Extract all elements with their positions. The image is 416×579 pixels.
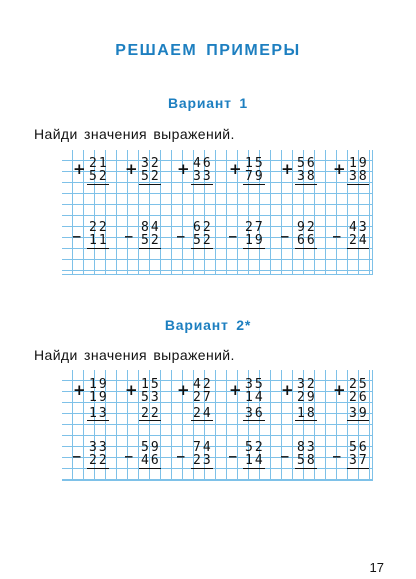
operand-top: 42 (193, 377, 213, 392)
minus-sign: _ (229, 440, 237, 458)
operand-top: 35 (245, 377, 265, 392)
operand-top: 19 (89, 377, 109, 392)
operand-bottom: 52 (89, 169, 109, 184)
problem-v2-r1-c5 (281, 377, 320, 422)
plus-sign: + (177, 160, 190, 178)
page-title: РЕШАЕМ ПРИМЕРЫ (115, 42, 301, 59)
operand-bottom: 52 (141, 233, 161, 248)
operand-third: 13 (89, 406, 109, 421)
operand-top: 83 (297, 440, 317, 455)
operand-bottom: 22 (89, 453, 109, 468)
operand-top: 56 (297, 156, 317, 171)
operand-third: 36 (245, 406, 265, 421)
problem-v1-r1-c6 (333, 156, 372, 187)
plus-sign: + (333, 160, 346, 178)
variant-2-title: Вариант 2* (164, 317, 252, 333)
result-line (87, 184, 109, 185)
operand-bottom: 19 (89, 390, 109, 405)
operand-bottom: 11 (89, 233, 109, 248)
problem-v2-r2-c2 (125, 440, 164, 471)
operand-bottom: 38 (349, 169, 369, 184)
operand-top: 33 (89, 440, 109, 455)
operand-bottom: 52 (141, 169, 161, 184)
result-line (191, 420, 213, 421)
operand-bottom: 53 (141, 390, 161, 405)
operand-top: 62 (193, 220, 213, 235)
operand-top: 21 (89, 156, 109, 171)
result-line (139, 468, 161, 469)
result-line (295, 468, 317, 469)
plus-sign: + (73, 381, 86, 399)
problem-v1-r2-c5 (281, 220, 320, 251)
problem-v2-r1-c2 (125, 377, 164, 422)
plus-sign: + (229, 381, 242, 399)
operand-third: 24 (193, 406, 213, 421)
plus-sign: + (281, 160, 294, 178)
minus-sign: _ (125, 440, 133, 458)
operand-bottom: 66 (297, 233, 317, 248)
variant-1-title: Вариант 1 (167, 95, 249, 111)
operand-bottom: 29 (297, 390, 317, 405)
result-line (87, 420, 109, 421)
operand-bottom: 27 (193, 390, 213, 405)
operand-bottom: 33 (193, 169, 213, 184)
page-number: 17 (369, 560, 384, 575)
operand-bottom: 46 (141, 453, 161, 468)
variant-1-instruction: Найди значения выражений. (34, 126, 235, 142)
result-line (139, 420, 161, 421)
problem-v2-r2-c3 (177, 440, 216, 471)
problem-v1-r2-c2 (125, 220, 164, 251)
result-line (295, 420, 317, 421)
plus-sign: + (333, 381, 346, 399)
operand-top: 32 (141, 156, 161, 171)
operand-bottom: 24 (349, 233, 369, 248)
result-line (347, 468, 369, 469)
result-line (243, 468, 265, 469)
plus-sign: + (281, 381, 294, 399)
problem-v1-r2-c6 (333, 220, 372, 251)
problem-v1-r1-c2 (125, 156, 164, 187)
operand-top: 25 (349, 377, 369, 392)
minus-sign: _ (177, 440, 185, 458)
plus-sign: + (125, 160, 138, 178)
result-line (87, 248, 109, 249)
operand-bottom: 19 (245, 233, 265, 248)
operand-top: 32 (297, 377, 317, 392)
problem-v1-r1-c3 (177, 156, 216, 187)
operand-top: 92 (297, 220, 317, 235)
operand-bottom: 14 (245, 453, 265, 468)
plus-sign: + (73, 160, 86, 178)
problem-v2-r1-c3 (177, 377, 216, 422)
result-line (347, 420, 369, 421)
operand-top: 84 (141, 220, 161, 235)
problem-v1-r2-c4 (229, 220, 268, 251)
problem-v2-r1-c1 (73, 377, 112, 422)
operand-bottom: 38 (297, 169, 317, 184)
result-line (191, 468, 213, 469)
operand-bottom: 58 (297, 453, 317, 468)
result-line (243, 420, 265, 421)
problem-v1-r2-c3 (177, 220, 216, 251)
operand-top: 19 (349, 156, 369, 171)
operand-top: 22 (89, 220, 109, 235)
operand-third: 18 (297, 406, 317, 421)
minus-sign: _ (281, 440, 289, 458)
operand-top: 59 (141, 440, 161, 455)
minus-sign: _ (125, 220, 133, 238)
result-line (295, 184, 317, 185)
result-line (191, 248, 213, 249)
operand-bottom: 26 (349, 390, 369, 405)
minus-sign: _ (333, 220, 341, 238)
operand-top: 27 (245, 220, 265, 235)
variant-2-instruction: Найди значения выражений. (34, 347, 235, 363)
result-line (139, 184, 161, 185)
minus-sign: _ (229, 220, 237, 238)
plus-sign: + (177, 381, 190, 399)
problem-v1-r1-c4 (229, 156, 268, 187)
minus-sign: _ (73, 440, 81, 458)
minus-sign: _ (333, 440, 341, 458)
result-line (347, 184, 369, 185)
result-line (87, 468, 109, 469)
problem-v2-r2-c1 (73, 440, 112, 471)
problem-v1-r2-c1 (73, 220, 112, 251)
plus-sign: + (229, 160, 242, 178)
operand-top: 15 (141, 377, 161, 392)
minus-sign: _ (281, 220, 289, 238)
problem-v2-r2-c5 (281, 440, 320, 471)
result-line (139, 248, 161, 249)
problem-v2-r1-c4 (229, 377, 268, 422)
operand-top: 43 (349, 220, 369, 235)
operand-top: 46 (193, 156, 213, 171)
problem-v2-r2-c6 (333, 440, 372, 471)
result-line (243, 248, 265, 249)
minus-sign: _ (73, 220, 81, 238)
problem-v2-r2-c4 (229, 440, 268, 471)
operand-bottom: 23 (193, 453, 213, 468)
operand-top: 15 (245, 156, 265, 171)
operand-top: 52 (245, 440, 265, 455)
minus-sign: _ (177, 220, 185, 238)
problem-v1-r1-c5 (281, 156, 320, 187)
operand-bottom: 14 (245, 390, 265, 405)
operand-bottom: 37 (349, 453, 369, 468)
result-line (347, 248, 369, 249)
problem-v2-r1-c6 (333, 377, 372, 422)
result-line (243, 184, 265, 185)
operand-top: 74 (193, 440, 213, 455)
operand-bottom: 52 (193, 233, 213, 248)
operand-bottom: 79 (245, 169, 265, 184)
operand-third: 22 (141, 406, 161, 421)
operand-top: 56 (349, 440, 369, 455)
problem-v1-r1-c1 (73, 156, 112, 187)
result-line (191, 184, 213, 185)
plus-sign: + (125, 381, 138, 399)
operand-third: 39 (349, 406, 369, 421)
result-line (295, 248, 317, 249)
